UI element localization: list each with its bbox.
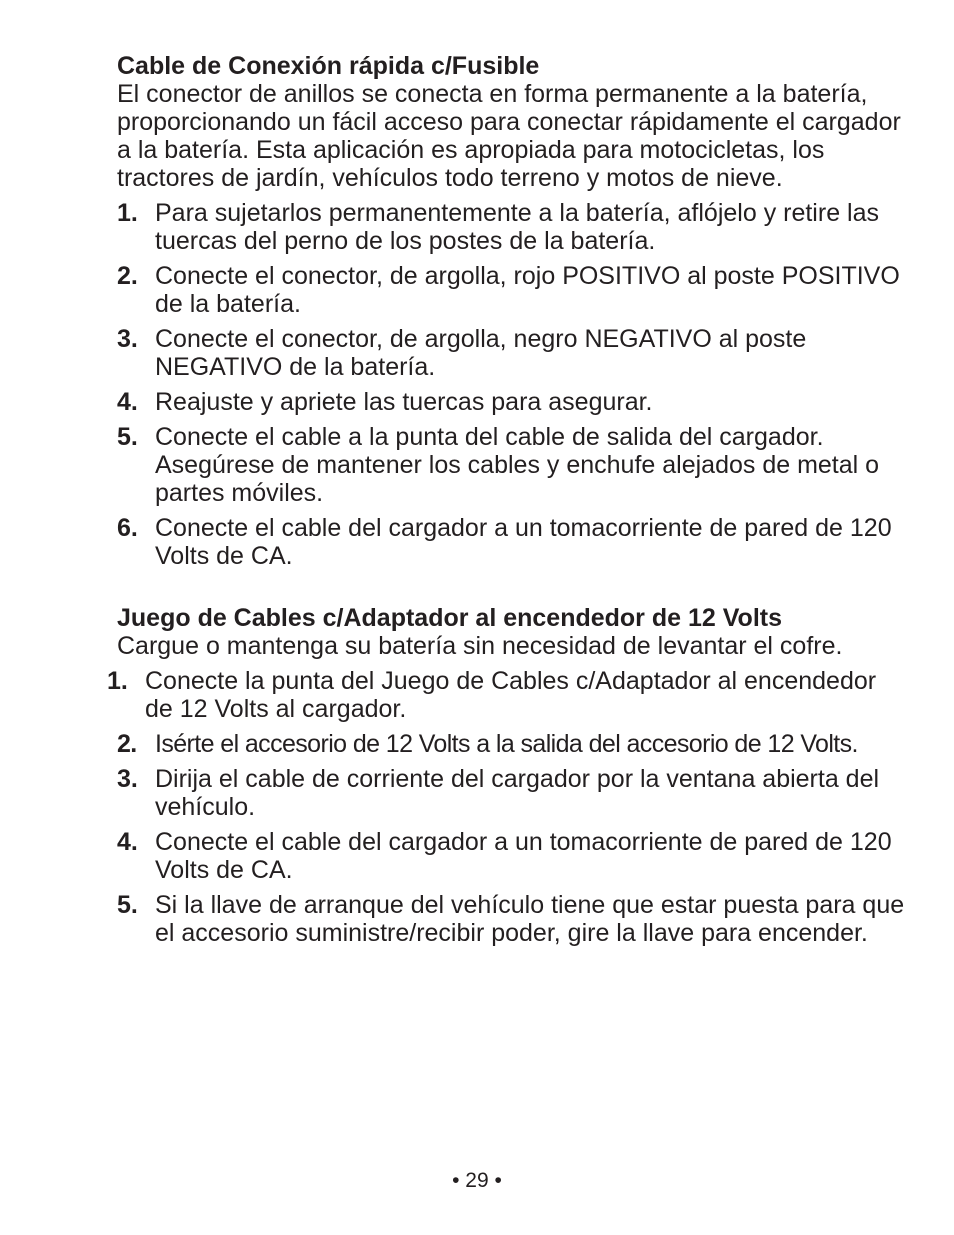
section-title: Juego de Cables c/Adaptador al encendedor de 12 Volts [117, 604, 782, 632]
step-text: Conecte el cable a la punta del cable de salida del cargador. Asegúrese de mantener los cables y enchufe alejados de metal o partes móviles. [155, 423, 880, 507]
list-item [117, 730, 907, 758]
step-number: 5. [117, 423, 138, 451]
step-number: 2. [117, 262, 138, 290]
step-text: Conecte la punta del Juego de Cables c/Adaptador al encendedor de 12 Volts al cargador. [145, 667, 877, 723]
step-number: 4. [117, 388, 138, 416]
list-item [117, 423, 907, 507]
step-number: 4. [117, 828, 138, 856]
steps-list [107, 667, 907, 947]
list-item [117, 514, 907, 570]
list-item [117, 262, 907, 318]
step-number: 3. [117, 765, 138, 793]
cigarette-adapter-section [107, 604, 907, 947]
section-intro: Cargue o mantenga su batería sin necesidad de levantar el cofre. [117, 632, 843, 660]
step-number: 1. [107, 667, 128, 695]
list-item [117, 199, 907, 255]
step-number: 2. [117, 730, 137, 758]
step-text: Reajuste y apriete las tuercas para asegurar. [155, 388, 653, 416]
list-item [117, 828, 907, 884]
steps-list [117, 199, 907, 570]
step-text: Dirija el cable de corriente del cargador por la ventana abierta del vehículo. [155, 765, 880, 821]
list-item [107, 667, 907, 723]
step-number: 3. [117, 325, 138, 353]
step-text: Isérte el accesorio de 12 Volts a la salida del accesorio de 12 Volts. [155, 730, 858, 758]
step-text: Para sujetarlos permanentemente a la batería, aflójelo y retire las tuercas del perno de los postes de la batería. [155, 199, 879, 255]
list-item [117, 388, 907, 416]
step-text: Conecte el cable del cargador a un tomacorriente de pared de 120 Volts de CA. [155, 514, 892, 570]
list-item [117, 325, 907, 381]
step-number: 1. [117, 199, 138, 227]
list-item [117, 891, 907, 947]
step-number: 6. [117, 514, 138, 542]
step-text: Conecte el conector, de argolla, negro NEGATIVO al poste NEGATIVO de la batería. [155, 325, 807, 381]
step-number: 5. [117, 891, 138, 919]
step-text: Si la llave de arranque del vehículo tiene que estar puesta para que el accesorio suministre/recibir poder, gire la llave para encender. [155, 891, 905, 947]
section-intro: El conector de anillos se conecta en forma permanente a la batería, proporcionando un fácil acceso para conectar rápidamente el cargador a la batería. Esta aplicación es apropiada para motocicletas, los tractores de jardín, vehículos todo terreno y motos de nieve. [117, 80, 901, 192]
step-text: Conecte el conector, de argolla, rojo POSITIVO al poste POSITIVO de la batería. [155, 262, 900, 318]
section-title: Cable de Conexión rápida c/Fusible [117, 52, 540, 80]
quick-connect-section [117, 52, 907, 570]
list-item [117, 765, 907, 821]
step-text: Conecte el cable del cargador a un tomacorriente de pared de 120 Volts de CA. [155, 828, 892, 884]
page-number: • 29 • [452, 1169, 502, 1192]
